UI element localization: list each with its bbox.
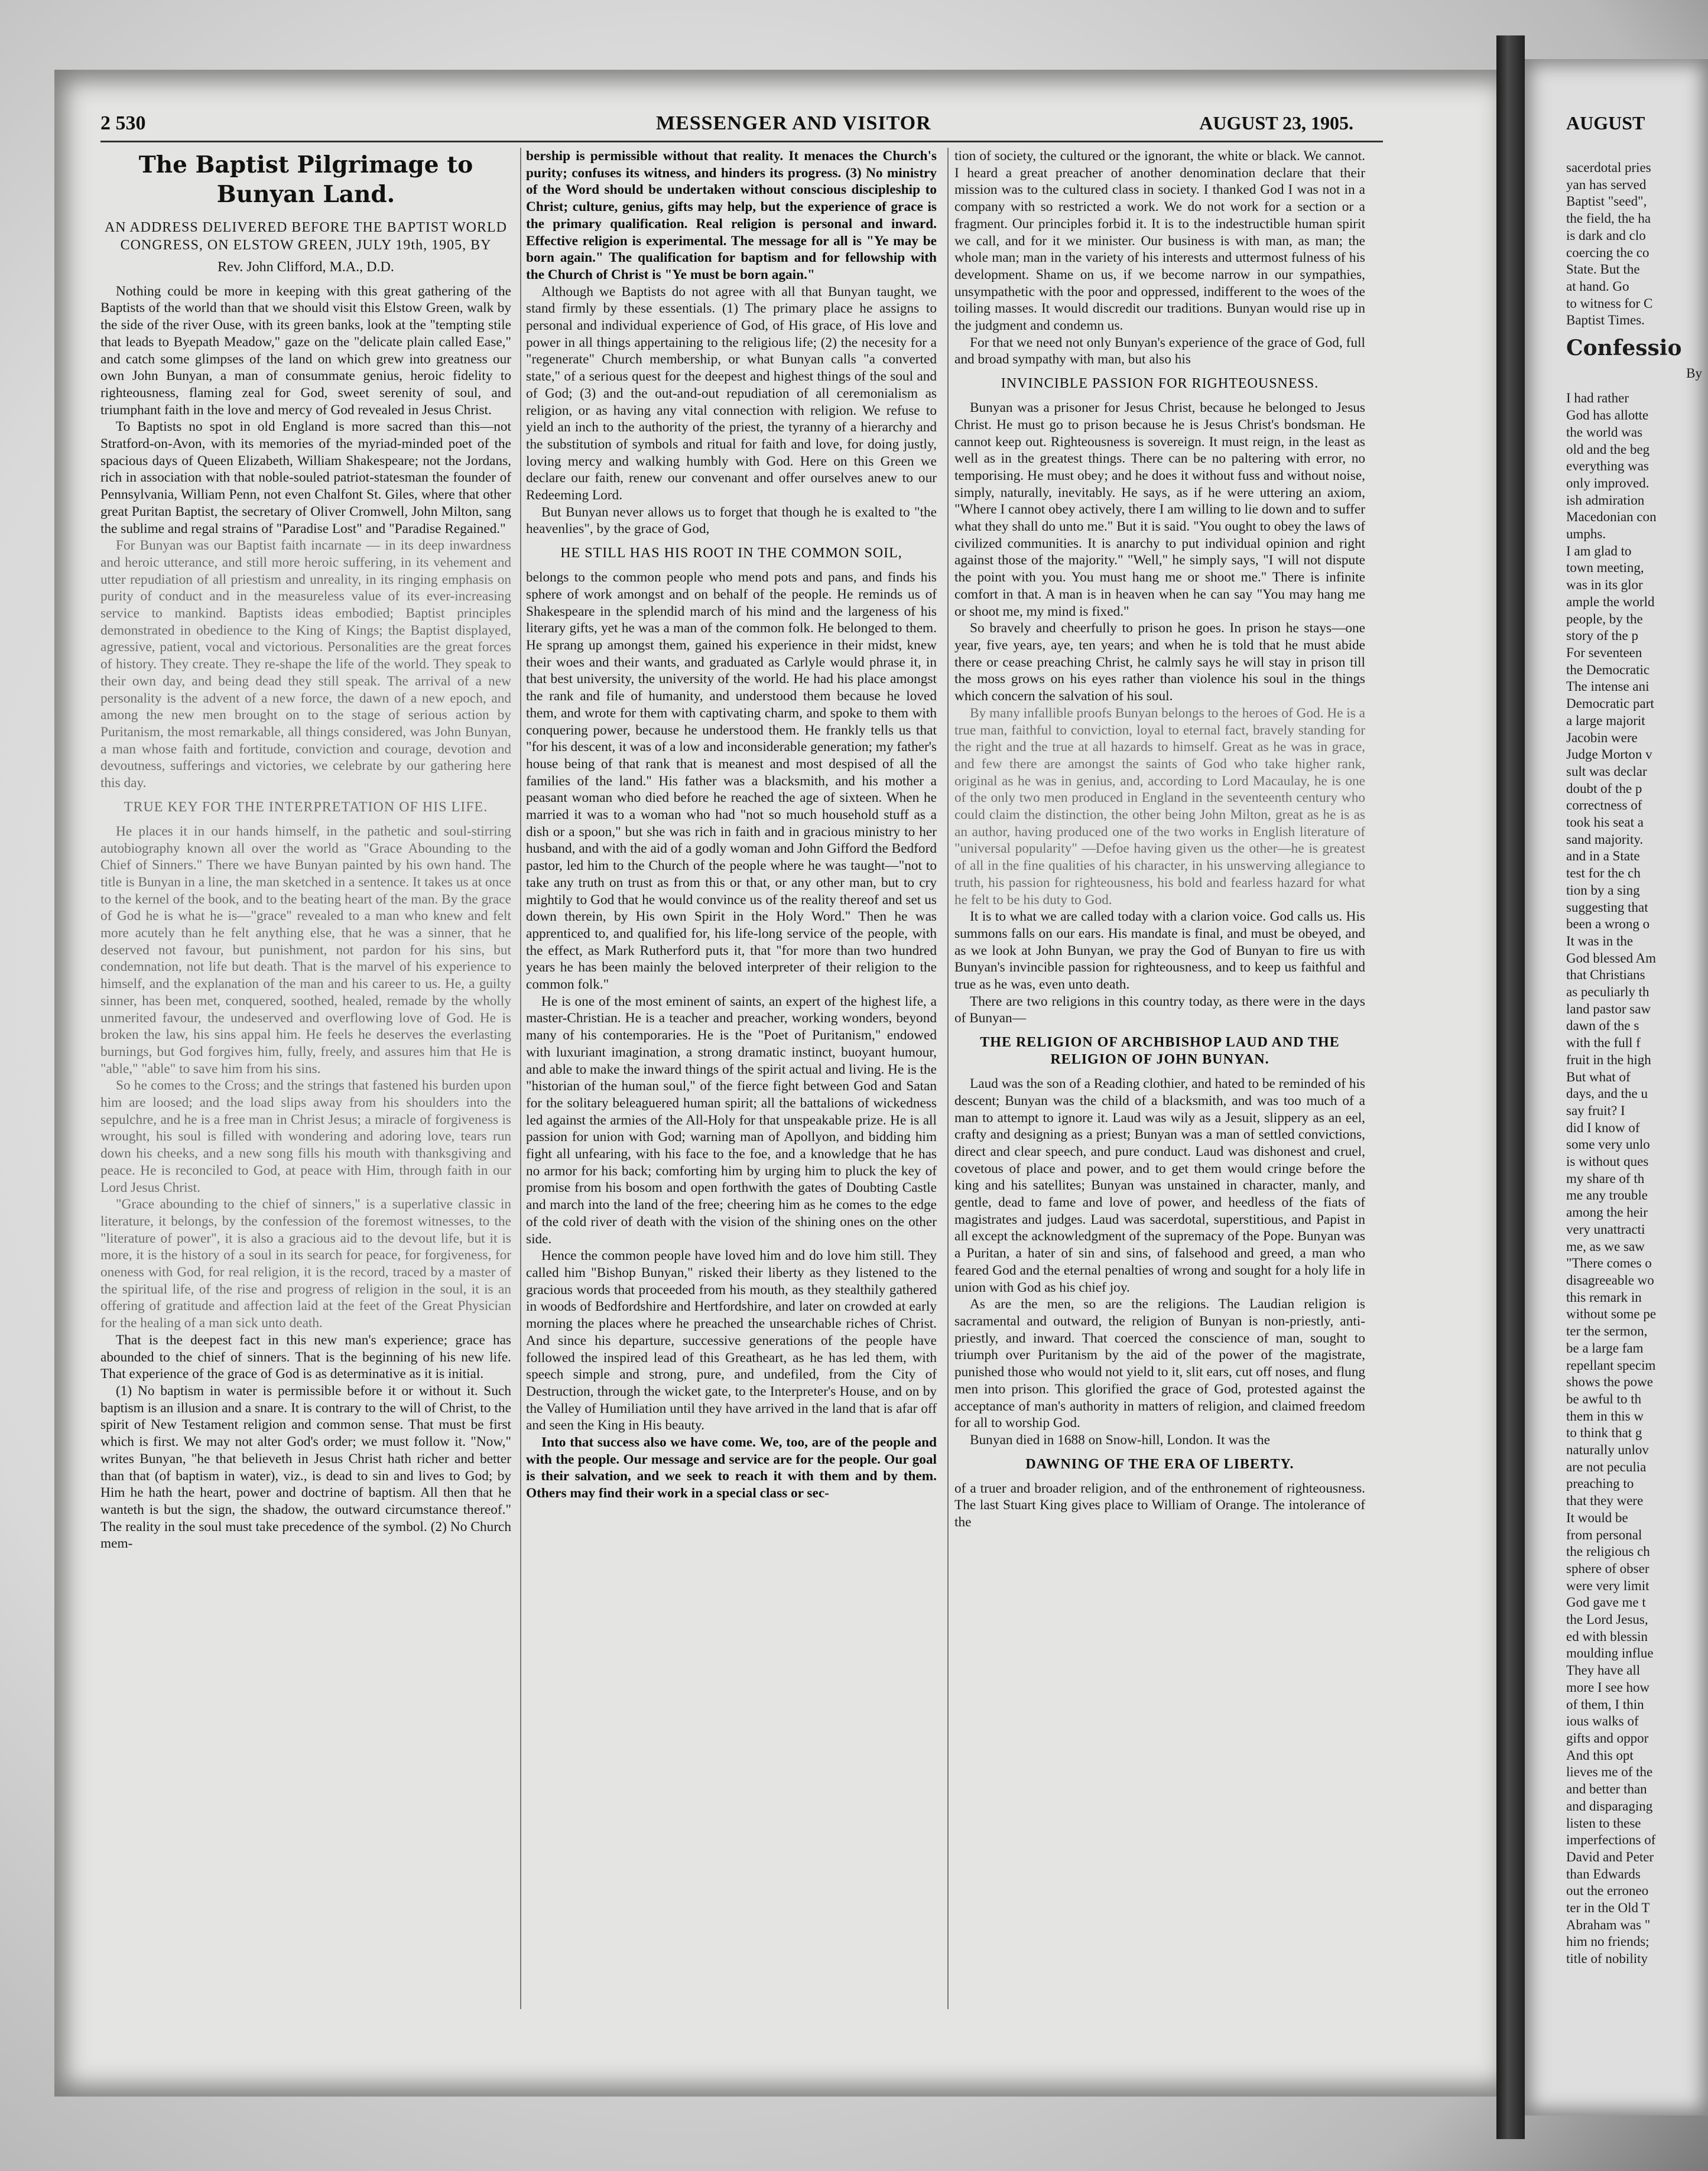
page-number: 2 530 (100, 112, 146, 134)
np-line: them in this w (1566, 1408, 1644, 1424)
np-line: It would be (1566, 1510, 1628, 1525)
paragraph: So he comes to the Cross; and the strings that fastened his burden upon him are loosed; and the load slips away from his shoulders into the sepulchre, and he is a free man in Christ Jesus; a miracle of forgiveness is wrought, his soul is filled with wondering and adoring love, tears run down his cheeks, and a new song fills his mouth with thanksgiving and peace. He is reconciled to God, at peace with Him, through faith in our Lord Jesus Christ. (100, 1078, 511, 1195)
section-heading: THE RELIGION OF ARCHBISHOP LAUD AND THE RELIGION OF JOHN BUNYAN. (980, 1035, 1340, 1068)
np-line: suggesting that (1566, 899, 1648, 915)
np-line: everything was (1566, 459, 1649, 474)
np-top-lines (1566, 160, 1702, 329)
np-line: him no friends; (1566, 1934, 1649, 1949)
np-line: more I see how (1566, 1679, 1650, 1695)
article-subtitle: AN ADDRESS DELIVERED BEFORE THE BAPTIST WORLD CONGRESS, ON ELSTOW GREEN, JULY 19th, 1905, BY (104, 220, 508, 253)
np-line: be a large fam (1566, 1340, 1644, 1356)
paragraph: Nothing could be more in keeping with this great gathering of the Baptists of the world than that we should visit this Elstow Green, walk by the side of the river Ouse, with its green banks, look at the "tempting stile that leads to Byepath Meadow," gaze on the "delicate plain called Ease," and catch some glimpses of the land on which grew into greatness our own John Bunyan, a man of consummate genius, heroic fidelity to righteousness, flaming zeal for God, sweet serenity of soul, and triumphant faith in the love and mercy of God revealed in Jesus Christ. (100, 283, 511, 418)
np-line: David and Peter (1566, 1849, 1654, 1864)
np-line: ious walks of (1566, 1714, 1639, 1729)
np-line: It was in the (1566, 933, 1634, 948)
np-line: God has allotte (1566, 408, 1649, 423)
paragraph: Laud was the son of a Reading clothier, and hated to be reminded of his descent; Bunyan was the child of a blacksmith, and was too much of a man to attempt to ignore it. Laud was wily as a Jesuit, slippery as an eel, crafty and designing as a priest; Bunyan was a man of settled convictions, direct and clear speech, and pure conduct. Laud was dishonest and cruel, covetous of place and power, and to get them would cringe before the king and his satellites; Bunyan was unstained in character, manly, and gentle, dead to fame and love of power, and heedless of the fiats of magistrates and judges. Laud was sacerdotal, superstitious, and Papist in all except the acknowledgment of the supremacy of the Pope. Bunyan was a Puritan, a hater of sin and sins, of falsehood and greed, a man who feared God and the eternal penalties of wrong and sought for a holy life in union with God as his chief joy. (954, 1076, 1365, 1295)
np-line: and disparaging (1566, 1798, 1653, 1814)
column-2 (526, 148, 937, 2015)
np-line: dawn of the s (1566, 1018, 1639, 1034)
np-line: God gave me t (1566, 1595, 1646, 1610)
paragraph: Into that success also we have come. We, too, are of the people and with the people. Our message and service are for the people. Our goal is their salvation, and we seek to reach it with them and by them. Others may find their work in a special class or sec- (526, 1435, 937, 1502)
np-line: Judge Morton v (1566, 747, 1652, 762)
column-divider (947, 148, 949, 2009)
np-line: without some pe (1566, 1306, 1657, 1322)
np-line: me, as we saw (1566, 1239, 1645, 1254)
paragraph: By many infallible proofs Bunyan belongs to the heroes of God. He is a true man, faithful to conviction, loyal to eternal fact, bravely standing for the right and the true at all hazards to himself. Great as he was in grace, and few there are amongst the saints of God who take higher rank, original as he was in genius, and, according to Lord Macaulay, he is one of the only two men produced in England in the seventeenth century who could claim the distinction, the other being John Milton, great as he is as an author, having produced one of the two works in English literature of "universal popularity" —Defoe having given us the other—he is greatest of all in the fine qualities of his character, in his unswerving allegiance to truth, his passion for righteousness, his bold and fearless hazard for what he felt to be his duty to God. (954, 705, 1365, 908)
np-line: correctness of (1566, 798, 1642, 813)
np-line: moulding influe (1566, 1646, 1654, 1661)
np-line: ish admiration (1566, 492, 1645, 508)
np-line: are not peculia (1566, 1459, 1647, 1474)
column-1 (100, 148, 511, 2015)
np-line: State. But the (1566, 262, 1640, 277)
section-heading: HE STILL HAS HIS ROOT IN THE COMMON SOIL, (560, 545, 902, 561)
next-page-fragment (1525, 59, 1708, 2115)
column-3 (954, 148, 1365, 2015)
np-line: preaching to (1566, 1476, 1634, 1491)
np-line: the Lord Jesus, (1566, 1612, 1648, 1627)
np-line: this remark in (1566, 1289, 1642, 1305)
article-title: The Baptist Pilgrimage to Bunyan Land. (138, 151, 473, 208)
np-line: The intense ani (1566, 679, 1649, 694)
np-line: disagreeable wo (1566, 1273, 1654, 1288)
np-line: out the erroneo (1566, 1883, 1649, 1899)
np-line: sacerdotal pries (1566, 160, 1651, 175)
np-line: the world was (1566, 424, 1643, 440)
np-line: ample the world (1566, 594, 1655, 609)
np-line: Abraham was " (1566, 1917, 1651, 1932)
np-line: did I know of (1566, 1120, 1640, 1135)
np-line: But what of (1566, 1069, 1631, 1084)
np-line: listen to these (1566, 1815, 1641, 1831)
np-line: sand majority. (1566, 831, 1644, 847)
paragraph: To Baptists no spot in old England is more sacred than this—not Stratford-on-Avon, with its memories of the myriad-minded poet of the spacious days of Queen Elizabeth, William Shakespeare; not the Jordans, rich in association with that noble-souled patriot-statesman the founder of Pennsylvania, William Penn, not even Chalfont St. Giles, where that other great Puritan Baptist, the secretary of Oliver Cromwell, John Milton, sang the sublime and regal strains of "Paradise Lost" and "Paradise Regained." (100, 419, 511, 537)
np-line: gifts and oppor (1566, 1730, 1649, 1746)
np-line: umphs. (1566, 526, 1606, 542)
np-line: land pastor saw (1566, 1001, 1651, 1016)
next-page-column (1566, 160, 1702, 1968)
np-line: very unattracti (1566, 1221, 1645, 1237)
np-line: took his seat a (1566, 815, 1644, 830)
np-body-lines (1566, 390, 1702, 1967)
np-line: the field, the ha (1566, 211, 1651, 226)
paragraph: (1) No baptism in water is permissible before it or without it. Such baptism is an illusion and a snare. It is contrary to the will of Christ, to the spirit of New Testament religion and common sense. That must be first which is first. We may not alter God's order; we must follow it. "Now," writes Bunyan, "he that believeth in Jesus Christ hath richer and better than that (of baptism in water), viz., is dead to sin and lives to God; by Him he hath the heart, power and doctrine of baptism. All then that he wanteth is but the sign, the shadow, the outward circumstance thereof." The reality in the soul must take precedence of the symbol. (2) No Church mem- (100, 1383, 511, 1552)
np-line: me any trouble (1566, 1188, 1648, 1203)
np-line: story of the p (1566, 628, 1639, 644)
page-gutter (1496, 35, 1525, 2139)
np-line: old and the beg (1566, 441, 1650, 457)
np-line: doubt of the p (1566, 781, 1642, 796)
np-line: And this opt (1566, 1747, 1634, 1763)
paragraph: tion of society, the cultured or the ignorant, the white or black. We cannot. I heard a great preacher of another denomination declare that their mission was to the cultured class in society. I thanked God I was not in a company with so restricted a work. We do not work for a section or a fragment. Our principles forbid it. It is to the indestructible human spirit we call, and for it we minister. Our business is with man, as man; the whole man; man in the variety of his interests and uttermost fulness of his development. Shame on us, if we become narrow in our sympathies, unsympathetic with the poor and oppressed, indifferent to the woes of the toiling masses. It would discredit our traditions. Bunyan would rise up in the judgment and condemn us. (954, 148, 1365, 334)
paragraph: As are the men, so are the religions. The Laudian religion is sacramental and outward, the religion of Bunyan is non-priestly, anti-priestly, and inward. That coerced the conscience of man, sought to triumph over Puritanism by the aid of the power of the magistrate, punished those who would not yield to it, slit ears, cut off noses, and flung men into prison. This glorified the grace of God, protested against the acceptance of man's authority in matters of religion, and claimed freedom for all to worship God. (954, 1296, 1365, 1431)
paragraph: That is the deepest fact in this new man's experience; grace has abounded to the chief of sinners. That is the beginning of his new life. That experience of the grace of God is as determinative as it is initial. (100, 1332, 511, 1382)
next-page-header: AUGUST (1566, 112, 1645, 134)
section-heading: TRUE KEY FOR THE INTERPRETATION OF HIS LIFE. (124, 799, 488, 815)
paragraph: For that we need not only Bunyan's experience of the grace of God, full and broad sympathy with man, but also his (954, 334, 1365, 368)
np-line: For seventeen (1566, 645, 1642, 660)
paragraph: Although we Baptists do not agree with all that Bunyan taught, we stand firmly by these essentials. (1) The primary place he assigns to personal and individual experience of God, of His grace, of His love and power in all things appertaining to the religious life; (2) the necesity for a "regenerate" Church membership, or what Bunyan calls "a converted state," of a serious quest for the deepest and highest things of the soul and of God; (3) and the out-and-out repudiation of all ceremonialism as religion, or as having any vital connection with religion. We refuse to yield an inch to the authority of the priest, the tyranny of a hierarchy and the substitution of symbols and ritual for faith and love, for doing justly, loving mercy and walking humbly with God. Here on this Green we declare our faith, renew our convenant and offer ourselves anew to our Redeeming Lord. (526, 284, 937, 503)
np-line: I had rather (1566, 391, 1629, 406)
np-line: title of nobility (1566, 1951, 1648, 1967)
section-heading: INVINCIBLE PASSION FOR RIGHTEOUSNESS. (1001, 376, 1319, 392)
np-line: were very limit (1566, 1578, 1649, 1593)
np-line: town meeting, (1566, 560, 1644, 576)
np-line: imperfections of (1566, 1832, 1656, 1848)
paragraph: "Grace abounding to the chief of sinners," is a superlative classic in literature, it belongs, by the confession of the foremost witnesses, to the "literature of power", it is also a gracious aid to the devout life, but it is more, it is the history of a soul in its search for peace, for forgiveness, for oneness with God, for real religion, it is the record, traced by a master of the spiritual life, of the rise and progress of religion in the soul, it is an offering of gratitude and affection laid at the feet of the Great Physician for the healing of a man sick unto death. (100, 1197, 511, 1331)
np-line: sphere of obser (1566, 1561, 1649, 1576)
np-line: is dark and clo (1566, 228, 1646, 243)
paragraph: Bunyan was a prisoner for Jesus Christ, because he belonged to Jesus Christ. He must go to prison because he is Jesus Christ's bondsman. He cannot keep out. Righteousness is sovereign. It must reign, in the least as well as in the greatest things. There can be no paltering with error, no temporising. He must obey; and he does it without fuss and without noise, simply, naturally, inevitably. He says, as if he were uttering an axiom, "Where I cannot obey actively, there I am willing to lie down and to suffer what they shall do unto me." But it is said. "You ought to obey the laws of civilized communities. It is anarchy to put individual opinion and right against those of the majority." "Well," he simply says, "I will not dispute the point with you. You must hang me or shoot me." There is infinite comfort in that. A man is in heaven when he can say "You may hang me or shoot me, my mind is fixed." (954, 400, 1365, 619)
paragraph: For Bunyan was our Baptist faith incarnate — in its deep inwardness and heroic utterance, and still more heroic suffering, in its vehement and utter repudiation of all priestism and unreality, in its ringing emphasis on purity of conduct and in the measureless value of its ever-increasing service to mankind. Baptists ideas embodied; Baptist principles demonstrated in obedience to the King of Kings; the Baptist displayed, agressive, patient, vocal and victorious. Personalities are the great forces of history. They create. They re-shape the life of the world. They speak to their own day, and being dead they still speak. The arrival of a new personality is the advent of a new force, the dawn of a new epoch, and among the new men brought on to the stage of serious action by Puritanism, the most remarkable, all things considered, was John Bunyan, a man whose faith and fortitude, conviction and courage, devotion and devoutness, sufferings and victories, we celebrate by our gathering here this day. (100, 538, 511, 791)
np-line: of them, I thin (1566, 1696, 1644, 1712)
np-line: and better than (1566, 1782, 1647, 1797)
np-line: fruit in the high (1566, 1052, 1651, 1067)
np-line: at hand. Go (1566, 278, 1629, 294)
masthead (100, 112, 1353, 142)
np-line: test for the ch (1566, 866, 1641, 881)
np-line: "There comes o (1566, 1256, 1652, 1271)
paragraph: He places it in our hands himself, in the pathetic and soul-stirring autobiography known all over the world as "Grace Abounding to the Chief of Sinners." There we have Bunyan painted by his own hand. The title is Bunyan in a line, the man sketched in a sentence. It takes us at once to the kernel of the book, and to the beating heart of the man. By the grace of God he is what he is—"grace" revealed to a man who knew and felt more acutely than he felt anything else, that he was a sinner, that he deserved not favour, but punishment, not pardon for his sins, but condemnation, not life but death. That is the marvel of his experience to himself, and the explanation of the man and his career to us. He, a guilty sinner, has been met, conquered, soothed, healed, remade by the wholly unmerited favour, the undeserved and overflowing love of God. He is broken the law, his sins appal him. He feels he deserves the everlasting burnings, but God forgives him, fully, freely, and assures him that He is "able," "able" to save him from his sins. (100, 823, 511, 1077)
np-line: days, and the u (1566, 1086, 1648, 1101)
section-heading: DAWNING OF THE ERA OF LIBERTY. (1025, 1456, 1294, 1472)
np-line: They have all (1566, 1663, 1641, 1678)
np-line: the Democratic (1566, 662, 1650, 677)
next-page-article-title: Confessio (1566, 336, 1682, 361)
np-line: that Christians (1566, 967, 1645, 983)
paragraph: of a truer and broader religion, and of the enthronement of righteousness. The last Stuart King gives place to William of Orange. The intolerance of the (954, 1480, 1365, 1530)
paragraph: bership is permissible without that reality. It menaces the Church's purity; confuses its witness, and hinders its progress. (3) No ministry of the Word should be undertaken without conscious discipleship to Christ; culture, genius, gifts may help, but the experience of grace is the primary qualification. Real religion is personal and inward. Effective religion is experimental. The message for all is "Ye may be born again." The qualification for baptism and for fellowship with the Church of Christ is "Ye must be born again." (526, 148, 937, 282)
np-line: from personal (1566, 1527, 1642, 1542)
np-line: Democratic part (1566, 696, 1654, 711)
paragraph: Hence the common people have loved him and do love him still. They called him "Bishop Bunyan," risked their liberty as they listened to the gracious words that proceeded from his mouth, as they stealthily gathered in woods of Bedfordshire and Hertfordshire, and later on crowded at early morning the places where he preached the unsearchable riches of Christ. And since his departure, successive generations of the people have followed the inspired lead of this Greatheart, as he has led them, with speech simple and strong, pure, and undefiled, from the City of Destruction, through the wicket gate, to the Interpreter's House, and on by the Valley of Humiliation until they have arrived in the land that is afar off and seen the King in His beauty. (526, 1248, 937, 1434)
np-line: with the full f (1566, 1035, 1641, 1051)
issue-date: AUGUST 23, 1905. (1199, 112, 1353, 134)
paragraph: There are two religions in this country today, as there were in the days of Bunyan— (954, 993, 1365, 1026)
np-line: lieves me of the (1566, 1764, 1653, 1780)
np-line: as peculiarly th (1566, 984, 1649, 1000)
np-line: a large majorit (1566, 713, 1645, 728)
np-line: my share of th (1566, 1171, 1645, 1186)
np-line: than Edwards (1566, 1866, 1641, 1881)
np-line: ed with blessin (1566, 1629, 1648, 1644)
np-line: be awful to th (1566, 1391, 1642, 1406)
np-line: say fruit? I (1566, 1103, 1625, 1118)
np-line: to think that g (1566, 1425, 1642, 1441)
np-line: Baptist "seed", (1566, 194, 1647, 209)
np-line: sult was declar (1566, 763, 1647, 779)
np-line: to witness for C (1566, 295, 1653, 311)
paragraph: Bunyan died in 1688 on Snow-hill, London. It was the (970, 1432, 1270, 1448)
np-line: Jacobin were (1566, 730, 1638, 745)
np-line: some very unlo (1566, 1137, 1650, 1152)
np-line: God blessed Am (1566, 950, 1657, 966)
next-page-byline: By (1686, 365, 1702, 381)
np-line: was in its glor (1566, 577, 1643, 593)
np-line: is without ques (1566, 1154, 1649, 1169)
np-line: yan has served (1566, 177, 1647, 192)
np-line: shows the powe (1566, 1374, 1653, 1390)
np-line: tion by a sing (1566, 882, 1640, 898)
np-line: repellant specim (1566, 1357, 1656, 1373)
paragraph: It is to what we are called today with a clarion voice. God calls us. His summons falls on our ears. His mandate is final, and must be obeyed, and as we look at John Bunyan, we pray the God of Bunyan to fire us with Bunyan's invincible passion for righteousness, and to keep us faithful and true as he was, even unto death. (954, 909, 1365, 993)
np-line: the religious ch (1566, 1544, 1650, 1559)
np-line: naturally unlov (1566, 1442, 1649, 1458)
column-divider (520, 148, 521, 2009)
np-line: people, by the (1566, 611, 1643, 626)
paragraph: So bravely and cheerfully to prison he goes. In prison he stays—one year, five years, aye, ten years; and when he is told that he must abide there or cease preaching Christ, he calmly says he will stay in prison till the moss grows on his eyes rather than violence his soul in the things which concern the salvation of his soul. (954, 620, 1365, 704)
paragraph: But Bunyan never allows us to forget that though he is exalted to "the heavenlies", by the grace of God, (526, 504, 937, 537)
paragraph: belongs to the common people who mend pots and pans, and finds his sphere of work amongst and on behalf of the people. He reminds us of Shakespeare in the splendid march of his mind and the largeness of his literary gifts, yet he was a man of the common folk. He belonged to them. He sprang up amongst them, gained his experience in their midst, knew their woes and their wants, and graduated as Carlyle would phrase it, in that best university, the university of the world. He had his place amongst the rank and file of humanity, and understood them because he loved them, and wrote for them with captivating charm, and spoke to them with conquering power, because he understood them. He frankly tells us that "for his descent, it was of a low and inconsiderable generation; my father's house being of that rank that is meanest and most despised of all the families of the land." His father was a blacksmith, and his mother a peasant woman who died before he reached the age of sixteen. When he married it was to a woman who had "not so much household stuff as a dish or a spoon," but she was rich in faith and in gracious ministry to her husband, and with the aid of a godly woman and John Gifford the Bedford pastor, led him to the Church of the people where he was taught—"not to take any truth on trust as from this or that, or any other man, but to cry mightily to God that he would convince us of the reality thereof and set us down therein, by His own Spirit in the Holy Word." Then he was apprenticed to, and qualified for, his life-long service of the people, with the effect, as Mark Rutherford puts it, that "for more than two hundred years he has been mainly the beloved interpreter of their religion to the common folk." (526, 570, 937, 993)
np-line: ter in the Old T (1566, 1900, 1650, 1916)
np-line: among the heir (1566, 1205, 1648, 1220)
np-line: Baptist Times. (1566, 313, 1645, 328)
np-line: I am glad to (1566, 543, 1632, 558)
np-line: Macedonian con (1566, 509, 1657, 525)
np-line: and in a State (1566, 849, 1640, 864)
journal-title: MESSENGER AND VISITOR (656, 112, 931, 134)
np-line: been a wrong o (1566, 916, 1650, 932)
article-byline: Rev. John Clifford, M.A., D.D. (217, 259, 394, 275)
masthead-rule (100, 141, 1383, 142)
np-line: ter the sermon, (1566, 1324, 1648, 1339)
np-line: only improved. (1566, 475, 1649, 490)
paragraph: He is one of the most eminent of saints, an expert of the highest life, a master-Christian. He is a teacher and preacher, working wonders, beyond many of his contemporaries. He is the "Poet of Puritanism," endowed with luxuriant imagination, a strong dramatic instinct, buoyant humour, and able to make the inward things of the spirit actual and living. He is the "historian of the human soul," of the fierce fight between God and Satan for the solitary beleaguered human spirit; all the battalions of wickedness led against the armies of the All-Holy for that unspeakable prize. He is all passion for union with God; warning man of Apollyon, and bidding him fight all unfearing, with his face to the foe, and a knowledge that he has no armor for his back; comforting him by urging him to pluck the key of promise from his bosom and open forthwith the gates of Doubting Castle and march into the land of the free; cheering him as he comes to the edge of the cold river of death with the vision of the shining ones on the other side. (526, 993, 937, 1247)
np-line: that they were (1566, 1493, 1644, 1509)
np-line: coercing the co (1566, 245, 1649, 260)
